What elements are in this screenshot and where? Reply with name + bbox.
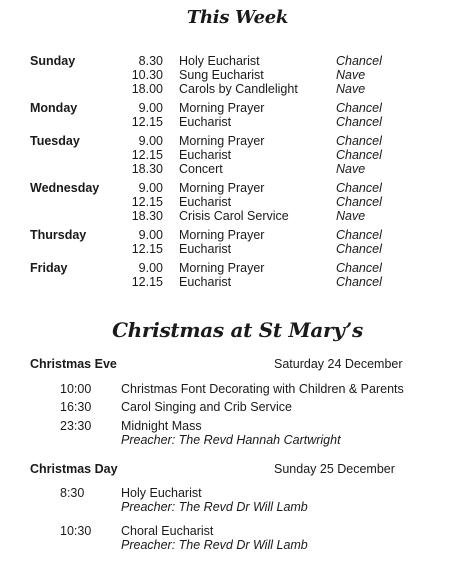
service-time: 10.30 [131, 68, 163, 82]
christmas-heading: Christmas at St Mary’s [112, 318, 363, 342]
service-time: 12.15 [131, 148, 163, 162]
event-time: 10:30 [60, 524, 92, 538]
service-name: Holy Eucharist [179, 54, 260, 68]
christmas-day-date: Sunday 25 December [274, 462, 395, 476]
event-title: Midnight Mass [121, 419, 202, 433]
event-title: Choral Eucharist [121, 524, 214, 538]
service-location: Nave [336, 68, 366, 82]
day-label-tuesday: Tuesday [30, 134, 80, 148]
service-time: 18.30 [131, 209, 163, 223]
christmas-eve-date: Saturday 24 December [274, 357, 403, 371]
day-label-friday: Friday [30, 261, 68, 275]
service-location: Chancel [336, 275, 382, 289]
christmas-eve-label: Christmas Eve [30, 357, 117, 371]
service-location: Chancel [336, 101, 382, 115]
event-title: Christmas Font Decorating with Children & Parents [121, 382, 404, 396]
service-name: Eucharist [179, 115, 232, 129]
day-label-thursday: Thursday [30, 228, 87, 242]
service-name: Morning Prayer [179, 134, 265, 148]
event-title: Carol Singing and Crib Service [121, 400, 292, 414]
christmas-day-label: Christmas Day [30, 462, 118, 476]
day-label-wednesday: Wednesday [30, 181, 100, 195]
service-location: Chancel [336, 242, 382, 256]
service-name: Concert [179, 162, 223, 176]
service-name: Morning Prayer [179, 228, 265, 242]
service-location: Chancel [336, 54, 382, 68]
service-name: Morning Prayer [179, 181, 265, 195]
service-time: 9.00 [138, 228, 163, 242]
event-title: Holy Eucharist [121, 486, 202, 500]
service-location: Chancel [336, 195, 382, 209]
service-time: 12.15 [131, 195, 163, 209]
day-label-sunday: Sunday [30, 54, 76, 68]
service-name: Crisis Carol Service [179, 209, 289, 223]
service-name: Sung Eucharist [179, 68, 264, 82]
service-name: Morning Prayer [179, 101, 265, 115]
service-name: Morning Prayer [179, 261, 265, 275]
service-name: Eucharist [179, 242, 232, 256]
event-preacher: Preacher: The Revd Hannah Cartwright [121, 433, 341, 447]
service-location: Chancel [336, 148, 382, 162]
service-location: Chancel [336, 228, 382, 242]
day-label-monday: Monday [30, 101, 78, 115]
this-week-heading: This Week [186, 7, 289, 28]
service-time: 12.15 [131, 275, 163, 289]
service-name: Eucharist [179, 195, 232, 209]
service-location: Chancel [336, 134, 382, 148]
service-time: 9.00 [138, 181, 163, 195]
event-time: 10:00 [60, 382, 92, 396]
event-time: 8:30 [60, 486, 85, 500]
service-time: 9.00 [138, 101, 163, 115]
service-time: 12.15 [131, 115, 163, 129]
service-time: 9.00 [138, 261, 163, 275]
service-location: Nave [336, 209, 366, 223]
service-name: Carols by Candlelight [179, 82, 298, 96]
service-location: Chancel [336, 115, 382, 129]
service-time: 18.30 [131, 162, 163, 176]
event-time: 16:30 [60, 400, 92, 414]
service-location: Nave [336, 162, 366, 176]
service-time: 9.00 [138, 134, 163, 148]
service-time: 18.00 [131, 82, 163, 96]
service-name: Eucharist [179, 148, 232, 162]
service-name: Eucharist [179, 275, 232, 289]
service-location: Chancel [336, 181, 382, 195]
service-time: 8.30 [138, 54, 163, 68]
service-location: Chancel [336, 261, 382, 275]
event-time: 23:30 [60, 419, 92, 433]
service-time: 12.15 [131, 242, 163, 256]
service-location: Nave [336, 82, 366, 96]
event-preacher: Preacher: The Revd Dr Will Lamb [121, 500, 308, 514]
event-preacher: Preacher: The Revd Dr Will Lamb [121, 538, 308, 552]
